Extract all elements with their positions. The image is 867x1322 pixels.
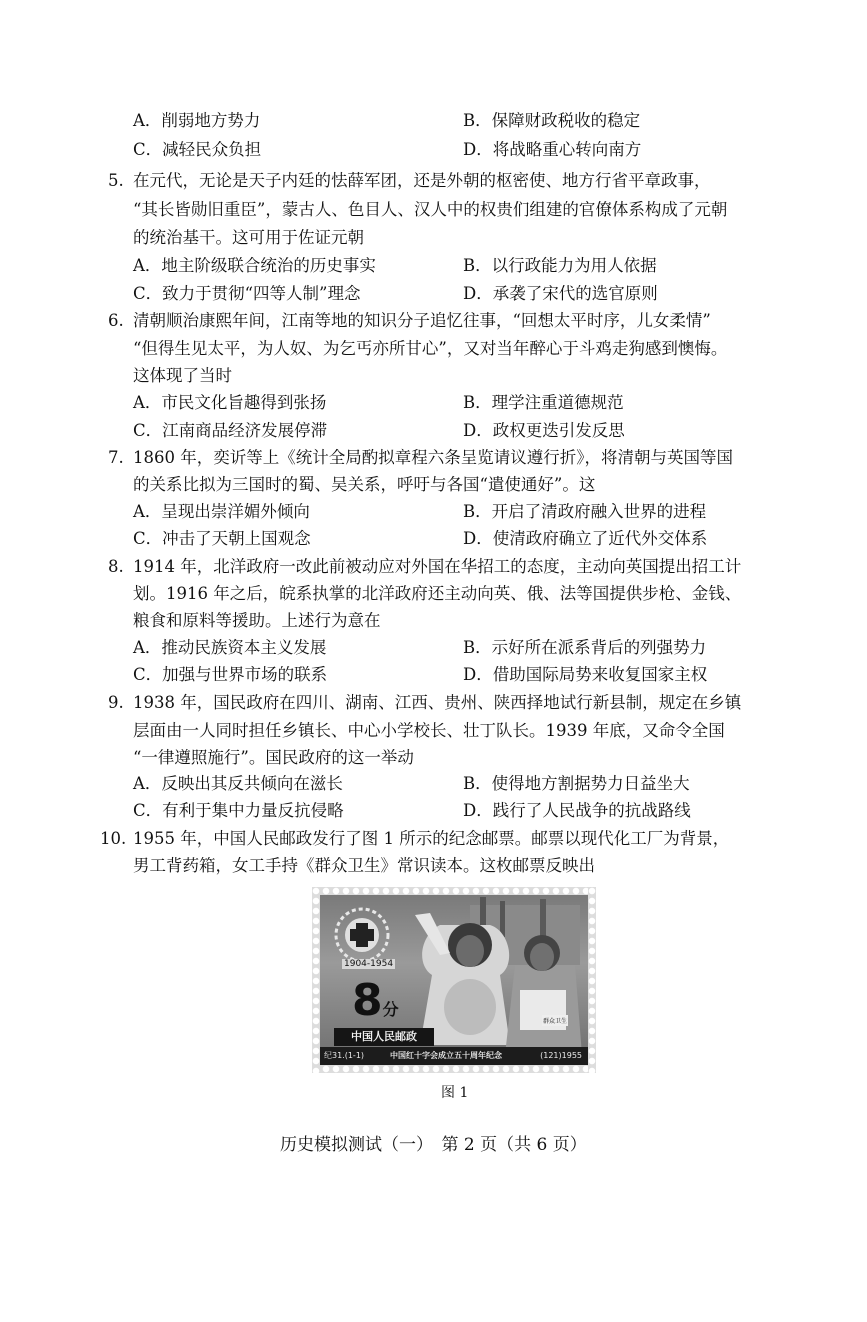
q8-option-c: C．加强与世界市场的联系 — [133, 665, 328, 684]
stamp-denomination: 8分 — [352, 975, 399, 1026]
question-text: 层面由一人同时担任乡镇长、中心小学校长、壮丁队长。1939 年底，又命令全国 — [133, 721, 725, 740]
question-text: “但得生见太平，为人奴、为乞丐亦所甘心”，又对当年醉心于斗鸡走狗感到懊悔。 — [133, 339, 728, 358]
question-text: 在元代，无论是天子内廷的怯薛军团，还是外朝的枢密使、地方行省平章政事， — [133, 171, 711, 190]
q9-option-c: C．有利于集中力量反抗侵略 — [133, 801, 344, 820]
question-text: 粮食和原料等援助。上述行为意在 — [133, 611, 381, 630]
question-text: 男工背药箱，女工手持《群众卫生》常识读本。这枚邮票反映出 — [133, 856, 595, 875]
figure-caption: 图 1 — [441, 1085, 469, 1101]
q5-option-a: A．地主阶级联合统治的历史事实 — [133, 256, 376, 275]
q8-option-b: B．示好所在派系背后的列强势力 — [463, 638, 707, 657]
q6-option-a: A．市民文化旨趣得到张扬 — [133, 393, 327, 412]
female-worker-figure — [415, 913, 510, 1045]
q6-option-b: B．理学注重道德规范 — [463, 393, 624, 412]
stamp-title: 中国红十字会成立五十周年纪念 — [390, 1051, 502, 1060]
q7-option-d: D．使清政府确立了近代外交体系 — [463, 529, 708, 548]
stamp-perforation — [312, 887, 320, 1073]
q7-option-b: B．开启了清政府融入世界的进程 — [463, 502, 707, 521]
question-text: 清朝顺治康熙年间，江南等地的知识分子追忆往事，“回想太平时序，儿女柔情” — [133, 311, 711, 330]
q9-option-d: D．践行了人民战争的抗战路线 — [463, 801, 691, 820]
stamp-bottom-band — [320, 1047, 588, 1065]
stamp-issue-code: (121)1955 — [540, 1051, 582, 1060]
question-text: 1938 年，国民政府在四川、湖南、江西、贵州、陕西择地试行新县制，规定在乡镇 — [133, 693, 742, 712]
stamp-perforation — [312, 1065, 596, 1073]
q4-option-d: D．将战略重心转向南方 — [463, 140, 642, 159]
question-number: 7. — [108, 448, 124, 467]
question-text: 1914 年，北洋政府一改此前被动应对外国在华招工的态度，主动向英国提出招工计 — [133, 557, 742, 576]
stamp-serial: 纪31.(1-1) — [324, 1051, 365, 1060]
page-footer: 历史模拟测试（一） 第 2 页（共 6 页） — [280, 1135, 587, 1155]
q4-option-c: C．减轻民众负担 — [133, 140, 262, 159]
q5-option-b: B．以行政能力为用人依据 — [463, 256, 657, 275]
question-number: 6. — [108, 311, 124, 330]
q9-option-a: A．反映出其反共倾向在滋长 — [133, 774, 343, 793]
q5-option-d: D．承袭了宋代的选官原则 — [463, 284, 658, 303]
question-number: 8. — [108, 557, 124, 576]
q8-option-d: D．借助国际局势来收复国家主权 — [463, 665, 708, 684]
question-number: 5. — [108, 171, 124, 190]
commemorative-stamp-image — [312, 887, 596, 1073]
question-number: 9. — [108, 693, 124, 712]
question-text: 的统治基干。这可用于佐证元朝 — [133, 228, 364, 247]
q4-option-b: B．保障财政税收的稳定 — [463, 111, 641, 130]
q7-option-c: C．冲击了天朝上国观念 — [133, 529, 311, 548]
question-text: 划。1916 年之后，皖系执掌的北洋政府还主动向英、俄、法等国提供步枪、金钱、 — [133, 584, 742, 603]
q5-option-c: C．致力于贯彻“四等人制”理念 — [133, 284, 361, 303]
question-text: 1955 年，中国人民邮政发行了图 1 所示的纪念邮票。邮票以现代化工厂为背景， — [133, 829, 730, 848]
q6-option-d: D．政权更迭引发反思 — [463, 421, 625, 440]
q8-option-a: A．推动民族资本主义发展 — [133, 638, 327, 657]
stamp-years: 1904-1954 — [344, 959, 394, 969]
question-text: “其长皆勋旧重臣”，蒙古人、色目人、汉人中的权贵们组建的官僚体系构成了元朝 — [133, 200, 728, 219]
question-text: 这体现了当时 — [133, 366, 232, 385]
red-cross-emblem-icon — [336, 909, 388, 961]
stamp-perforation — [312, 887, 596, 895]
stamp-country-label: 中国人民邮政 — [334, 1028, 434, 1046]
q7-option-a: A．呈现出崇洋媚外倾向 — [133, 502, 310, 521]
question-number: 10. — [100, 829, 127, 848]
question-text: 1860 年，奕䜣等上《统计全局酌拟章程六条呈览请议遵行折》，将清朝与英国等国 — [133, 448, 733, 467]
q9-option-b: B．使得地方割据势力日益坐大 — [463, 774, 690, 793]
stamp-book-title: 群众卫生 — [542, 1015, 568, 1026]
q4-option-a: A．削弱地方势力 — [133, 111, 261, 130]
question-text: “一律遵照施行”。国民政府的这一举动 — [133, 748, 414, 767]
q6-option-c: C．江南商品经济发展停滞 — [133, 421, 328, 440]
question-text: 的关系比拟为三国时的蜀、吴关系，呼吁与各国“遣使通好”。这 — [133, 475, 596, 494]
stamp-perforation — [588, 887, 596, 1073]
